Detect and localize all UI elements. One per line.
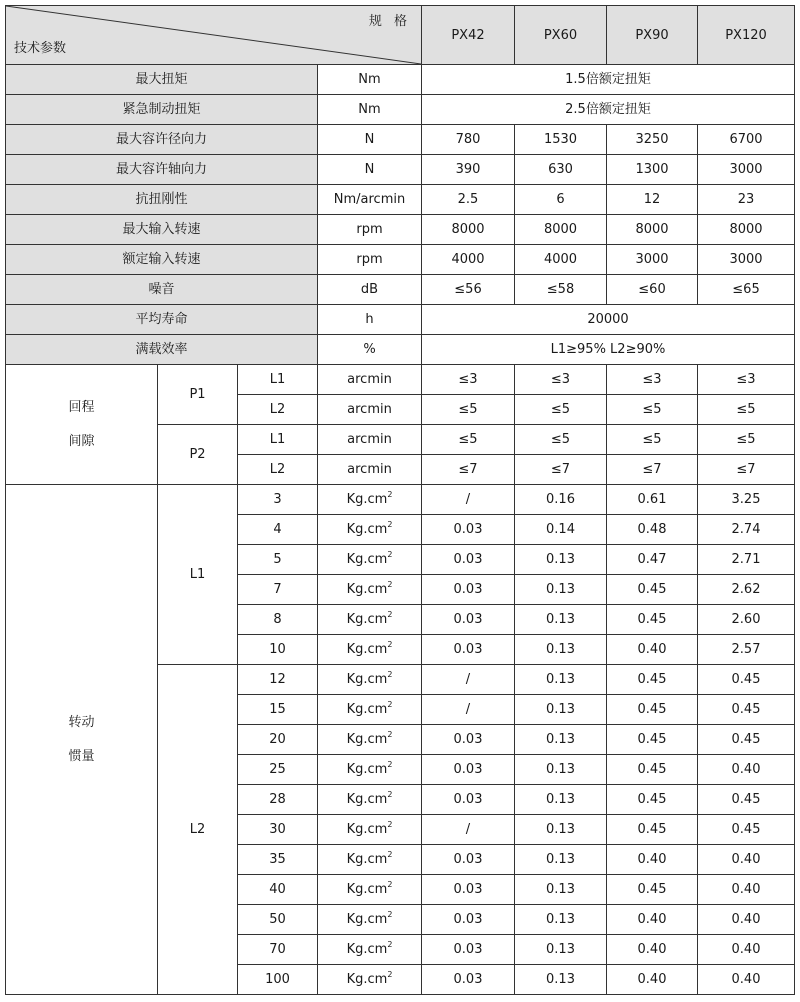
unit-exponent: 2 [387,940,393,949]
backlash-value: ≤3 [698,365,795,395]
param-name: 紧急制动扭矩 [6,95,318,125]
stage-label: L2 [238,455,318,485]
unit-exponent: 2 [387,760,393,769]
ratio-value: 25 [238,755,318,785]
model-header: PX42 [422,6,515,65]
unit-base: Kg.cm [346,492,388,507]
inertia-value: 0.13 [515,635,607,665]
backlash-value: ≤7 [698,455,795,485]
unit-base: Kg.cm [346,882,388,897]
inertia-unit [318,485,422,515]
inertia-value: 0.45 [607,785,698,815]
inertia-label-line2: 惯量 [68,748,95,764]
inertia-value: 0.45 [607,665,698,695]
inertia-unit [318,935,422,965]
inertia-unit [318,665,422,695]
unit-exponent: 2 [387,580,393,589]
backlash-row [6,365,795,395]
inertia-value: 0.45 [698,815,795,845]
stage-label: L2 [238,395,318,425]
param-name: 抗扭刚性 [6,185,318,215]
spec-row-radial-force [6,125,795,155]
inertia-value: 0.40 [698,845,795,875]
backlash-value: ≤5 [422,425,515,455]
unit-exponent: 2 [387,700,393,709]
inertia-value: 0.40 [607,635,698,665]
unit-base: Kg.cm [346,612,388,627]
backlash-unit: arcmin [318,395,422,425]
param-value: 6700 [698,125,795,155]
ratio-value: 5 [238,545,318,575]
inertia-value: 0.13 [515,935,607,965]
inertia-value: / [422,485,515,515]
inertia-unit [318,635,422,665]
inertia-value: 0.45 [698,695,795,725]
backlash-label-line1: 回程 [68,399,95,415]
param-unit: Nm [318,65,422,95]
inertia-value: 2.74 [698,515,795,545]
ratio-value: 35 [238,845,318,875]
param-name: 平均寿命 [6,305,318,335]
inertia-value: 0.03 [422,935,515,965]
inertia-unit [318,545,422,575]
param-value: 3000 [698,245,795,275]
inertia-value: 0.47 [607,545,698,575]
param-value: 8000 [515,215,607,245]
ratio-value: 40 [238,875,318,905]
unit-exponent: 2 [387,850,393,859]
backlash-value: ≤5 [422,395,515,425]
inertia-value: / [422,815,515,845]
param-value: 390 [422,155,515,185]
inertia-unit [318,575,422,605]
inertia-value: 0.03 [422,515,515,545]
unit-base: Kg.cm [346,822,388,837]
spec-row-max-input-speed [6,215,795,245]
backlash-value: ≤5 [515,425,607,455]
spec-row-noise [6,275,795,305]
backlash-value: ≤5 [607,395,698,425]
backlash-value: ≤5 [698,425,795,455]
inertia-value: 0.13 [515,875,607,905]
param-value: 4000 [515,245,607,275]
spec-row-torsional-rigidity [6,185,795,215]
param-unit: rpm [318,215,422,245]
param-name: 噪音 [6,275,318,305]
ratio-value: 12 [238,665,318,695]
param-value: 4000 [422,245,515,275]
inertia-value: 0.13 [515,695,607,725]
ratio-value: 30 [238,815,318,845]
unit-base: Kg.cm [346,852,388,867]
inertia-value: 0.13 [515,815,607,845]
unit-exponent: 2 [387,490,393,499]
unit-exponent: 2 [387,880,393,889]
param-name: 满载效率 [6,335,318,365]
stage-label: L1 [238,425,318,455]
backlash-unit: arcmin [318,455,422,485]
param-unit: rpm [318,245,422,275]
param-unit: Nm [318,95,422,125]
unit-exponent: 2 [387,790,393,799]
param-unit: h [318,305,422,335]
inertia-value: 2.71 [698,545,795,575]
backlash-value: ≤3 [422,365,515,395]
unit-base: Kg.cm [346,942,388,957]
param-value: 8000 [607,215,698,245]
header-diagonal-cell [6,6,422,65]
param-value-merged: 2.5倍额定扭矩 [422,95,795,125]
inertia-value: 0.03 [422,755,515,785]
inertia-value: 0.13 [515,725,607,755]
param-unit: Nm/arcmin [318,185,422,215]
backlash-value: ≤3 [607,365,698,395]
inertia-unit [318,965,422,995]
inertia-label [6,485,158,995]
inertia-value: 0.13 [515,545,607,575]
inertia-value: 0.13 [515,665,607,695]
inertia-value: 0.16 [515,485,607,515]
inertia-value: 0.40 [607,965,698,995]
param-value: 780 [422,125,515,155]
param-value: ≤58 [515,275,607,305]
backlash-value: ≤3 [515,365,607,395]
param-unit: N [318,155,422,185]
unit-exponent: 2 [387,910,393,919]
param-value: 1530 [515,125,607,155]
inertia-value: 0.13 [515,575,607,605]
inertia-value: 2.57 [698,635,795,665]
unit-base: Kg.cm [346,912,388,927]
ratio-value: 10 [238,635,318,665]
inertia-value: / [422,695,515,725]
param-value: 3000 [698,155,795,185]
inertia-value: 0.13 [515,755,607,785]
unit-base: Kg.cm [346,792,388,807]
unit-base: Kg.cm [346,642,388,657]
inertia-value: 0.13 [515,905,607,935]
unit-base: Kg.cm [346,972,388,987]
inertia-value: 0.40 [607,845,698,875]
inertia-value: 0.03 [422,785,515,815]
ratio-value: 7 [238,575,318,605]
inertia-value: 0.45 [698,665,795,695]
param-value: 8000 [422,215,515,245]
inertia-value: 3.25 [698,485,795,515]
ratio-value: 50 [238,905,318,935]
unit-exponent: 2 [387,730,393,739]
param-value: 23 [698,185,795,215]
param-unit: % [318,335,422,365]
unit-base: Kg.cm [346,762,388,777]
inertia-value: 0.03 [422,635,515,665]
backlash-value: ≤5 [607,425,698,455]
param-value-merged: 20000 [422,305,795,335]
inertia-value: 0.14 [515,515,607,545]
inertia-value: 0.45 [607,725,698,755]
inertia-value: 0.03 [422,875,515,905]
ratio-value: 4 [238,515,318,545]
ratio-value: 8 [238,605,318,635]
model-header: PX60 [515,6,607,65]
param-value: 3250 [607,125,698,155]
backlash-value: ≤7 [607,455,698,485]
model-header: PX120 [698,6,795,65]
unit-base: Kg.cm [346,702,388,717]
ratio-value: 100 [238,965,318,995]
inertia-value: 0.03 [422,725,515,755]
inertia-value: 0.45 [607,575,698,605]
inertia-value: 0.45 [698,785,795,815]
stage-group: L1 [158,485,238,665]
unit-base: Kg.cm [346,582,388,597]
precision-class: P1 [158,365,238,425]
inertia-unit [318,905,422,935]
param-value: 2.5 [422,185,515,215]
ratio-value: 3 [238,485,318,515]
unit-base: Kg.cm [346,552,388,567]
inertia-value: / [422,665,515,695]
param-value: 630 [515,155,607,185]
backlash-value: ≤7 [422,455,515,485]
spec-row-lifetime [6,305,795,335]
param-value: 3000 [607,245,698,275]
backlash-label-line2: 间隙 [68,433,95,449]
inertia-value: 0.13 [515,965,607,995]
precision-class: P2 [158,425,238,485]
unit-exponent: 2 [387,640,393,649]
inertia-value: 0.40 [698,875,795,905]
backlash-value: ≤5 [698,395,795,425]
inertia-value: 0.61 [607,485,698,515]
inertia-value: 0.03 [422,605,515,635]
unit-base: Kg.cm [346,732,388,747]
inertia-value: 0.03 [422,545,515,575]
inertia-value: 2.60 [698,605,795,635]
inertia-value: 2.62 [698,575,795,605]
inertia-value: 0.13 [515,605,607,635]
spec-table [5,5,795,995]
inertia-value: 0.03 [422,845,515,875]
backlash-label [6,365,158,485]
spec-row-max-torque [6,65,795,95]
inertia-value: 0.13 [515,845,607,875]
unit-exponent: 2 [387,820,393,829]
param-value: 6 [515,185,607,215]
ratio-value: 20 [238,725,318,755]
backlash-value: ≤5 [515,395,607,425]
param-value: 12 [607,185,698,215]
unit-base: Kg.cm [346,672,388,687]
model-header: PX90 [607,6,698,65]
backlash-unit: arcmin [318,425,422,455]
param-value-merged: 1.5倍额定扭矩 [422,65,795,95]
spec-row-emergency-torque [6,95,795,125]
param-unit: N [318,125,422,155]
inertia-value: 0.40 [698,755,795,785]
param-value: 1300 [607,155,698,185]
spec-row-rated-input-speed [6,245,795,275]
spec-row-efficiency [6,335,795,365]
inertia-row [6,485,795,515]
inertia-value: 0.03 [422,575,515,605]
inertia-unit [318,695,422,725]
inertia-unit [318,755,422,785]
stage-label: L1 [238,365,318,395]
spec-label: 规 格 [368,14,411,29]
unit-base: Kg.cm [346,522,388,537]
inertia-unit [318,605,422,635]
unit-exponent: 2 [387,670,393,679]
inertia-value: 0.45 [607,815,698,845]
inertia-unit [318,845,422,875]
param-value: ≤65 [698,275,795,305]
inertia-value: 0.45 [607,755,698,785]
unit-exponent: 2 [387,550,393,559]
param-value-merged: L1≥95% L2≥90% [422,335,795,365]
param-unit: dB [318,275,422,305]
inertia-value: 0.13 [515,785,607,815]
param-name: 额定输入转速 [6,245,318,275]
inertia-unit [318,725,422,755]
inertia-value: 0.48 [607,515,698,545]
unit-exponent: 2 [387,610,393,619]
inertia-value: 0.40 [698,905,795,935]
param-name: 最大输入转速 [6,215,318,245]
inertia-value: 0.45 [607,605,698,635]
unit-exponent: 2 [387,970,393,979]
param-value: ≤56 [422,275,515,305]
inertia-value: 0.45 [607,875,698,905]
inertia-value: 0.45 [607,695,698,725]
inertia-value: 0.40 [607,935,698,965]
header-row [6,6,795,65]
inertia-unit [318,785,422,815]
ratio-value: 28 [238,785,318,815]
inertia-value: 0.03 [422,965,515,995]
diagonal-line [6,6,421,64]
param-value: 8000 [698,215,795,245]
unit-exponent: 2 [387,520,393,529]
inertia-unit [318,515,422,545]
backlash-unit: arcmin [318,365,422,395]
inertia-label-line1: 转动 [68,714,95,730]
backlash-value: ≤7 [515,455,607,485]
inertia-unit [318,815,422,845]
param-name: 最大容许轴向力 [6,155,318,185]
ratio-value: 15 [238,695,318,725]
spec-row-axial-force [6,155,795,185]
inertia-value: 0.40 [607,905,698,935]
param-value: ≤60 [607,275,698,305]
inertia-value: 0.03 [422,905,515,935]
param-name: 最大扭矩 [6,65,318,95]
inertia-value: 0.40 [698,935,795,965]
inertia-value: 0.40 [698,965,795,995]
inertia-unit [318,875,422,905]
stage-group: L2 [158,665,238,995]
inertia-value: 0.45 [698,725,795,755]
param-label: 技术参数 [14,41,67,56]
ratio-value: 70 [238,935,318,965]
param-name: 最大容许径向力 [6,125,318,155]
